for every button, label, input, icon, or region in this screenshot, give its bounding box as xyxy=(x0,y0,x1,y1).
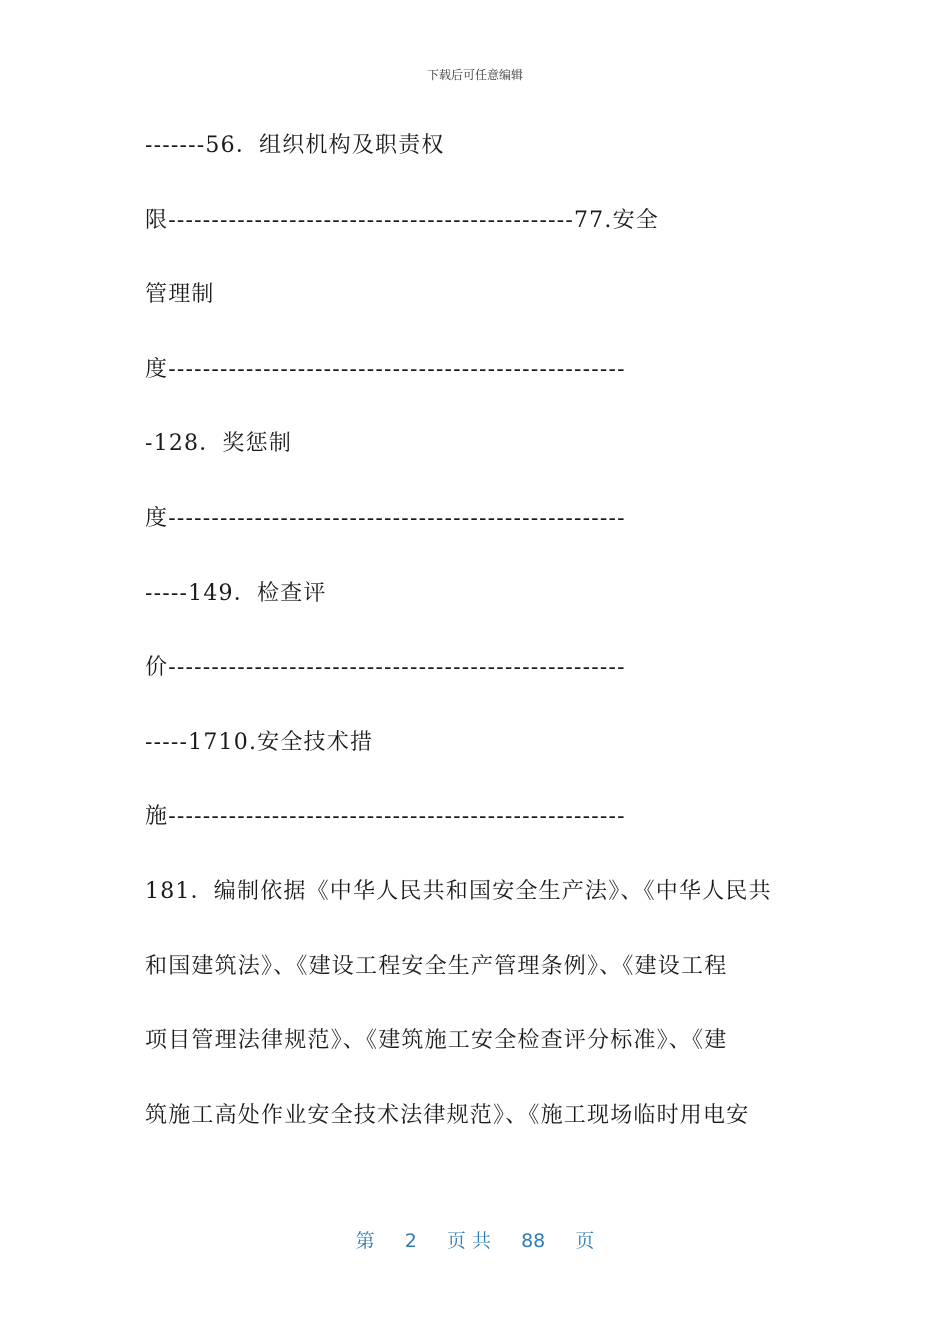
footer-prefix: 第 xyxy=(355,1230,375,1252)
body-line: -----1710.安全技术措 xyxy=(145,729,374,755)
body-line: 项目管理法律规范》、《建筑施工安全检查评分标准》、《建 xyxy=(145,1028,728,1054)
footer-suffix: 页 xyxy=(575,1230,595,1252)
body-line: -----149．检查评 xyxy=(145,580,327,606)
body-line: 和国建筑法》、《建设工程安全生产管理条例》、《建设工程 xyxy=(145,953,728,979)
current-page-number: 2 xyxy=(404,1230,417,1252)
body-line: 度----------------------------------------------------- xyxy=(145,505,626,531)
body-line: 施----------------------------------------------------- xyxy=(145,804,626,830)
page-footer xyxy=(0,1226,950,1253)
document-body xyxy=(145,127,805,1171)
total-page-count: 88 xyxy=(521,1230,546,1252)
body-line: 限-----------------------------------------------77.安全 xyxy=(145,207,659,233)
body-line: 181．编制依据《中华人民共和国安全生产法》、《中华人民共 xyxy=(145,878,772,904)
body-line: 度----------------------------------------------------- xyxy=(145,356,626,382)
page-header-note: 下载后可任意编辑 xyxy=(426,68,523,82)
body-line: 价----------------------------------------------------- xyxy=(145,655,626,681)
footer-middle: 页 共 xyxy=(446,1230,491,1252)
body-line: 管理制 xyxy=(145,282,215,308)
body-line: -------56．组织机构及职责权 xyxy=(145,133,445,158)
body-line: -128．奖惩制 xyxy=(145,431,293,457)
body-line: 筑施工高处作业安全技术法律规范》、《施工现场临时用电安 xyxy=(145,1102,750,1128)
